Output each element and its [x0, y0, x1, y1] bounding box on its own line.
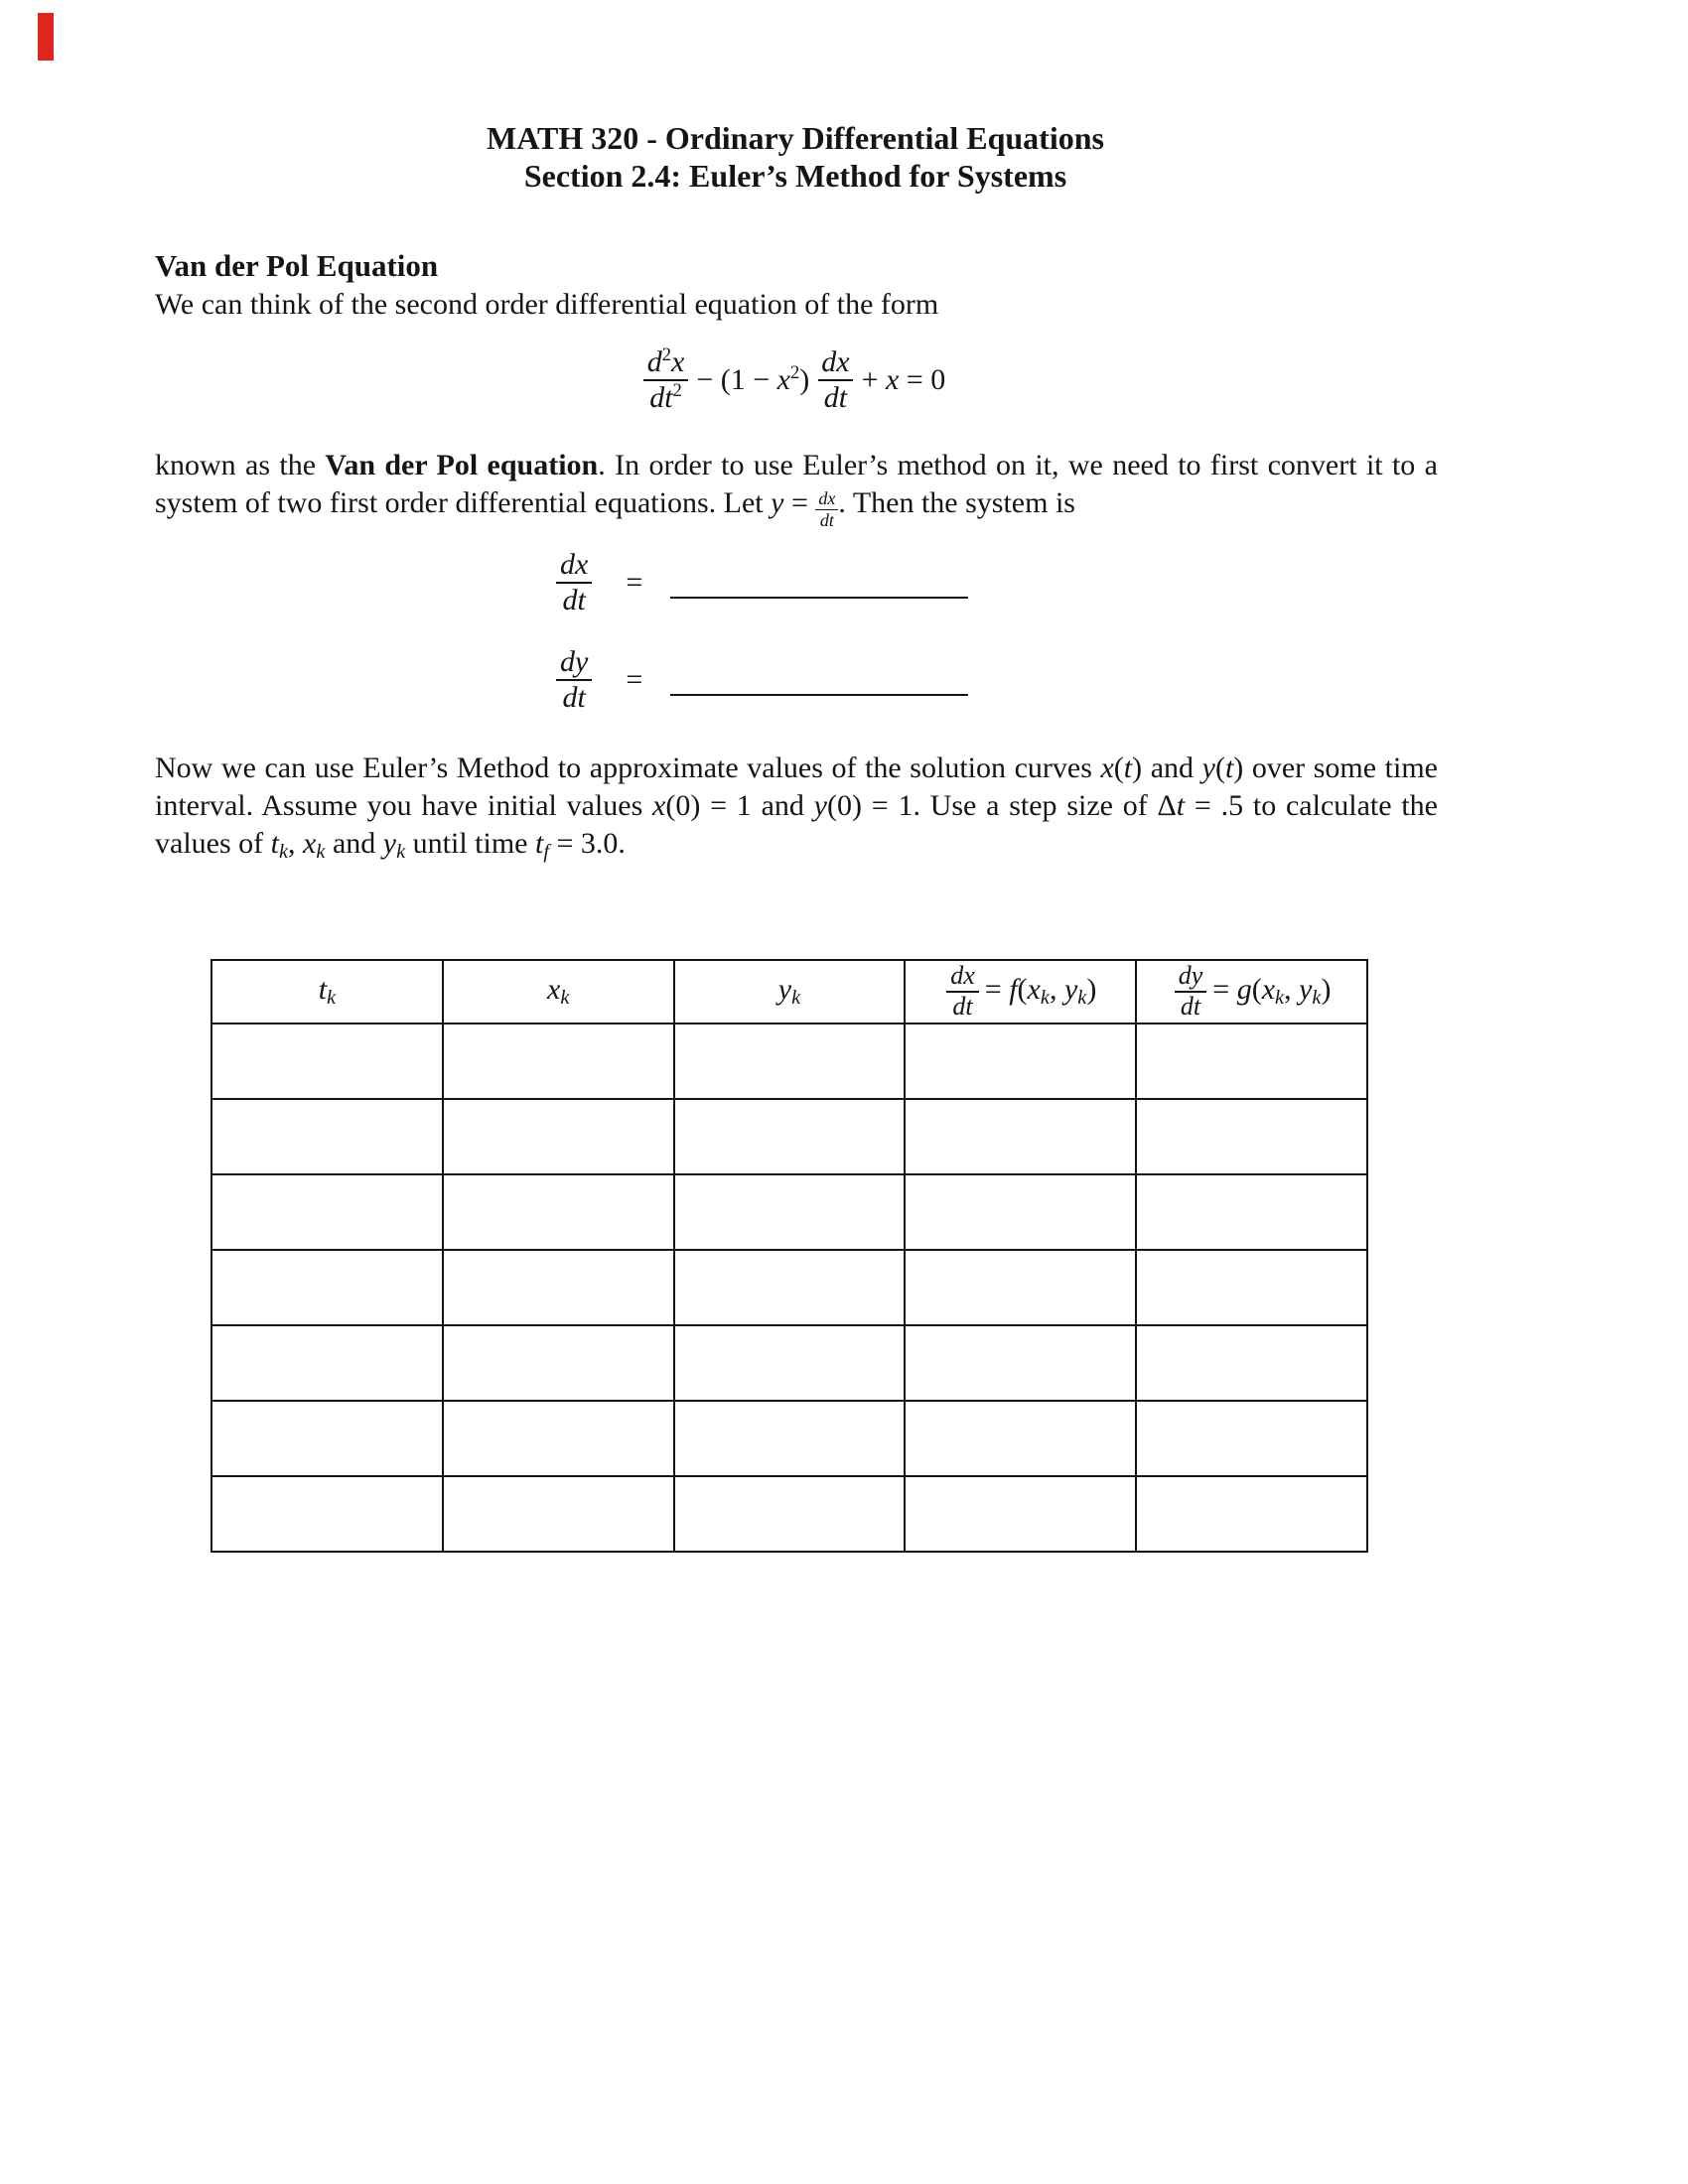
table-cell-empty: [674, 1024, 906, 1099]
table-cell-empty: [211, 1174, 443, 1250]
document-title: [155, 119, 1436, 195]
answer-blank-dx: [670, 597, 968, 599]
fraction-dx-dt: [554, 548, 594, 616]
table-row: [211, 1401, 1367, 1476]
table-cell-empty: [674, 1325, 906, 1401]
table-cell-empty: [443, 1099, 674, 1174]
text-run: x: [886, 362, 900, 396]
text-run: over some time interval. Assume you have initial values: [155, 751, 1438, 822]
paragraph-text: [155, 449, 1438, 519]
text-run: y: [382, 827, 397, 860]
fraction-numerator: [554, 548, 594, 582]
text-run: dx: [821, 345, 850, 379]
fraction-dy-dt: [554, 645, 594, 714]
table-cell-empty: [674, 1099, 906, 1174]
system-equation-dx: [554, 548, 968, 616]
table-cell-empty: [674, 1174, 906, 1250]
table-cell-empty: [905, 1325, 1136, 1401]
text-run: y: [1063, 973, 1078, 1007]
table-cell-empty: [443, 1325, 674, 1401]
table-cell-empty: [674, 1250, 906, 1325]
table-cell-empty: [211, 1250, 443, 1325]
fraction-denominator: [818, 379, 853, 415]
text-run: k: [1040, 987, 1050, 1010]
text-run: k: [316, 841, 326, 864]
text-run: k: [327, 987, 337, 1010]
text-run: = 0: [899, 362, 946, 396]
text-run: dt: [952, 992, 973, 1021]
table-cell-empty: [905, 1250, 1136, 1325]
text-run: =: [783, 486, 816, 519]
text-run: known as the: [155, 449, 326, 481]
fraction-numerator: [641, 345, 691, 379]
text-run: x: [776, 363, 790, 397]
table-cell-empty: [674, 1401, 906, 1476]
text-run: . Then the system is: [838, 486, 1075, 519]
text-run: k: [1077, 987, 1087, 1010]
column-header-dxdt-f: [905, 960, 1136, 1024]
text-run: ): [1233, 751, 1244, 784]
text-run: until time: [405, 827, 535, 860]
text-run: x: [652, 789, 666, 822]
inline-fraction-dx-dt: [815, 488, 838, 530]
table-cell-empty: [1136, 1325, 1367, 1401]
known-as-paragraph: [155, 447, 1438, 530]
text-run: x: [547, 973, 561, 1007]
text-run: k: [791, 987, 801, 1010]
table-cell-empty: [905, 1024, 1136, 1099]
fraction-dx-dt: [944, 962, 981, 1021]
text-run: (: [1214, 751, 1225, 784]
title-line-2: Section 2.4: Euler’s Method for Systems: [523, 158, 1067, 194]
text-run: dt: [649, 380, 673, 414]
text-run: ,: [1049, 973, 1064, 1007]
table-cell-empty: [1136, 1476, 1367, 1552]
table-cell-empty: [211, 1024, 443, 1099]
text-run: (: [1113, 751, 1124, 784]
text-run: dt: [1180, 992, 1201, 1021]
euler-values-table: [211, 959, 1368, 1553]
text-run: ): [1321, 973, 1332, 1007]
table-cell-empty: [443, 1476, 674, 1552]
text-run: d: [646, 345, 662, 379]
text-run: 2: [789, 362, 800, 384]
section-heading: Van der Pol Equation: [155, 248, 439, 283]
fraction-denominator: [556, 679, 591, 715]
text-run: (0) = 1. Use a step size of: [827, 789, 1158, 822]
text-run: − (1 −: [696, 363, 777, 397]
table-cell-empty: [211, 1325, 443, 1401]
text-run: (: [1017, 973, 1028, 1007]
text-run: ,: [288, 827, 304, 860]
text-run: y: [1299, 973, 1313, 1007]
table-cell-empty: [211, 1099, 443, 1174]
text-run: k: [1312, 987, 1322, 1010]
fraction-d2x-dt2: [641, 345, 691, 415]
table-cell-empty: [443, 1401, 674, 1476]
text-run: dt: [823, 380, 848, 414]
table-cell-empty: [211, 1476, 443, 1552]
text-run: ,: [1284, 973, 1300, 1007]
text-run: y: [777, 973, 792, 1007]
table-row: [211, 1174, 1367, 1250]
text-run: (0) = 1 and: [665, 789, 814, 822]
system-equation-dy: [554, 645, 968, 714]
text-run: dx: [950, 961, 975, 991]
table-cell-empty: [1136, 1250, 1367, 1325]
table-row: [211, 1250, 1367, 1325]
text-run: =: [984, 973, 1010, 1007]
text-run: x: [1100, 751, 1114, 784]
table-cell-empty: [674, 1476, 906, 1552]
table-row: [211, 1024, 1367, 1099]
text-run: g: [1236, 973, 1252, 1007]
text-run: x: [671, 345, 685, 379]
text-run: t: [318, 973, 328, 1007]
text-run: t: [270, 827, 279, 860]
text-run: f: [1009, 973, 1018, 1007]
column-header-tk: [211, 960, 443, 1024]
text-run: dt: [562, 583, 586, 616]
table-header-row: [211, 960, 1367, 1024]
answer-blank-dy: [670, 694, 968, 696]
table-cell-empty: [443, 1250, 674, 1325]
text-run: k: [1275, 987, 1285, 1010]
euler-method-paragraph: [155, 750, 1438, 871]
fraction-denominator: [643, 379, 688, 415]
paragraph-text: [838, 486, 1075, 519]
table-cell-empty: [905, 1174, 1136, 1250]
fraction-dx-dt: [815, 345, 855, 414]
text-run: +: [861, 362, 887, 396]
red-scan-mark: [38, 13, 54, 61]
text-run: ): [1132, 751, 1143, 784]
text-run: dy: [1178, 961, 1203, 991]
text-run: x: [303, 827, 317, 860]
table-cell-empty: [905, 1476, 1136, 1552]
equals-sign: =: [626, 662, 643, 696]
fraction-denominator: [556, 582, 591, 617]
table-cell-empty: [1136, 1099, 1367, 1174]
text-run: Now we can use Euler’s Method to approximate values of the solution curves: [155, 751, 1101, 784]
equation-tail-term: [862, 363, 946, 397]
fraction-denominator: dt: [815, 509, 838, 531]
text-run: y: [1201, 751, 1215, 784]
table-cell-empty: [905, 1099, 1136, 1174]
text-run: =: [1212, 973, 1237, 1007]
text-run: t: [1224, 751, 1234, 784]
table-row: [211, 1099, 1367, 1174]
table-cell-empty: [1136, 1401, 1367, 1476]
table-cell-empty: [905, 1401, 1136, 1476]
text-run: = 3.0.: [549, 827, 626, 860]
table-cell-empty: [1136, 1024, 1367, 1099]
equals-sign: =: [626, 565, 643, 599]
text-run: dy: [560, 645, 589, 678]
fraction-numerator: [815, 345, 855, 379]
text-run: y: [813, 789, 827, 822]
text-run: dt: [562, 680, 586, 714]
text-run: y: [771, 486, 784, 519]
text-run: x: [1027, 973, 1041, 1007]
fraction-numerator: dx: [818, 487, 836, 508]
text-run: Van der Pol equation: [325, 449, 599, 481]
text-run: ): [1086, 973, 1097, 1007]
text-run: . In order to use Euler’s method on it, we need to first convert it to a system of two first order differential equations. Let: [155, 449, 1438, 519]
table-cell-empty: [1136, 1174, 1367, 1250]
text-run: t: [534, 827, 544, 860]
text-run: k: [278, 841, 289, 864]
fraction-numerator: [554, 645, 594, 679]
column-header-dydt-g: [1136, 960, 1367, 1024]
text-run: = .5 to calculate the values of: [155, 789, 1438, 860]
text-run: f: [543, 841, 549, 864]
text-run: ): [799, 363, 810, 397]
table-row: [211, 1325, 1367, 1401]
van-der-pol-equation: [155, 345, 1438, 415]
equation-middle-term: [696, 362, 809, 397]
title-line-1: MATH 320 - Ordinary Differential Equations: [487, 120, 1104, 156]
table-cell-empty: [443, 1024, 674, 1099]
text-run: x: [1261, 973, 1276, 1007]
intro-paragraph: We can think of the second order differential equation of the form: [155, 288, 939, 321]
table-row: [211, 1476, 1367, 1552]
text-run: 2: [661, 344, 671, 365]
text-run: and: [1142, 751, 1202, 784]
column-header-yk: [674, 960, 906, 1024]
text-run: t: [1123, 751, 1133, 784]
text-run: 2: [672, 379, 682, 401]
text-run: Δ: [1157, 789, 1177, 822]
text-run: dx: [560, 548, 589, 581]
column-header-xk: [443, 960, 674, 1024]
text-run: k: [560, 987, 570, 1010]
text-run: and: [325, 827, 383, 860]
table-cell-empty: [211, 1401, 443, 1476]
text-run: (: [1251, 973, 1262, 1007]
text-run: t: [1176, 789, 1186, 822]
text-run: k: [396, 841, 406, 864]
fraction-dy-dt: [1173, 962, 1209, 1021]
table-cell-empty: [443, 1174, 674, 1250]
